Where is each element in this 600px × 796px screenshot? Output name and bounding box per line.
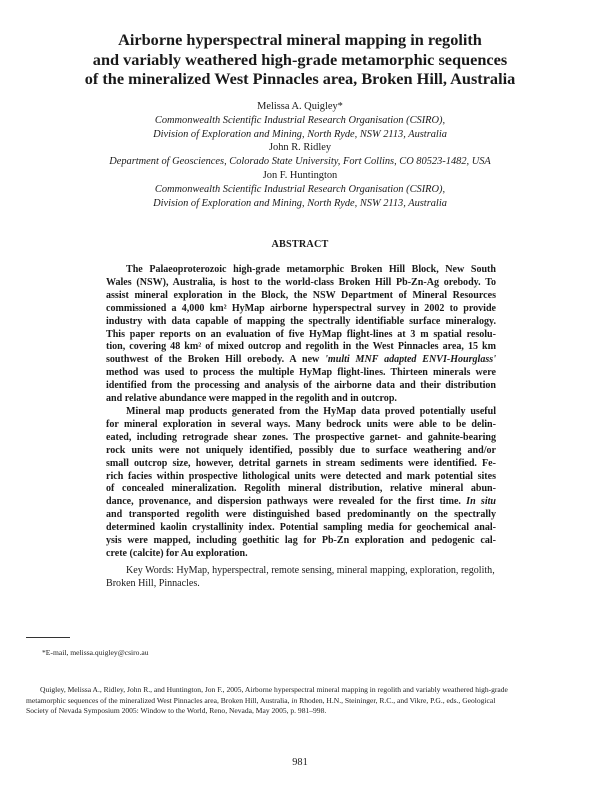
abstract-line xyxy=(106,496,496,509)
abstract-line: for mineral exploration in several ways. Many bedrock units were able to be delin- xyxy=(106,418,496,430)
abstract-line: commissioned a 4,000 km² HyMap airborne hyperspectral survey in 2002 to provide xyxy=(106,302,496,314)
abstract-line: assist mineral exploration in the Block, the NSW Department of Mineral Resources xyxy=(106,289,496,301)
abstract-line: Mineral map products generated from the HyMap data proved potentially useful xyxy=(126,405,496,417)
abstract-line: of concealed mineralization. Regolith mineral distribution, relative mineral abun- xyxy=(106,483,496,495)
author-affiliation: Division of Exploration and Mining, North Ryde, NSW 2113, Australia xyxy=(153,128,447,140)
abstract-line: identified from the processing and analysis of the airborne data and their distribution xyxy=(106,380,496,392)
abstract-line: Wales (NSW), Australia, is host to the world-class Broken Hill Pb-Zn-Ag orebody. To xyxy=(106,276,496,288)
abstract-line: industry with data capable of mapping the spectrally identifiable surface mineralogy. xyxy=(106,315,496,327)
abstract-line: ysis were mapped, including goethitic lag for Pb-Zn exploration and pedogenic cal- xyxy=(106,535,496,547)
abstract-line: This paper reports on an evaluation of five HyMap flight-lines at 3 m spatial resolu- xyxy=(106,328,496,340)
author-name: Melissa A. Quigley* xyxy=(257,101,343,112)
abstract-line: rock units were not uniquely identified, possibly due to surface weathering and/or xyxy=(106,444,496,456)
method-name: 'multi MNF adapted ENVI-Hourglass' xyxy=(325,354,496,366)
abstract-line: rich facies within prospective lithological units were detected and mark potential sites xyxy=(106,470,496,482)
title-line: Airborne hyperspectral mineral mapping in regolith xyxy=(118,30,482,49)
author-affiliation: Commonwealth Scientific Industrial Research Organisation (CSIRO), xyxy=(154,183,446,195)
abstract-paragraph xyxy=(106,264,496,406)
citation xyxy=(26,685,574,717)
keywords-text: HyMap, hyperspectral, remote sensing, mineral mapping, exploration, regolith, xyxy=(173,565,495,576)
citation-text: Rhoden, H.N., Steininger, R.C., and Vikre, P.G., eds., Geological xyxy=(297,695,496,705)
citation-italic: in xyxy=(291,695,298,705)
abstract-text: southwest of the Broken Hill orebody. A new xyxy=(106,354,326,366)
title-line: of the mineralized West Pinnacles area, Broken Hill, Australia xyxy=(84,69,516,88)
author-affiliation: Division of Exploration and Mining, North Ryde, NSW 2113, Australia xyxy=(153,197,447,209)
abstract-line: crete (calcite) for Au exploration. xyxy=(106,547,248,559)
abstract-line: small outcrop size, however, detrital garnets in stream sediments were identified. Fe- xyxy=(106,457,496,469)
abstract-paragraph xyxy=(106,406,496,561)
abstract-line: tion, covering 48 km² of mixed outcrop and regolith in the West Pinnacles area, 15 km xyxy=(106,341,496,353)
abstract-line: The Palaeoproterozoic high-grade metamorphic Broken Hill Block, New South xyxy=(126,264,496,275)
page-number: 981 xyxy=(292,757,308,768)
author-name: John R. Ridley xyxy=(268,142,332,154)
citation-line: Quigley, Melissa A., Ridley, John R., and Huntington, Jon F., 2005, Airborne hyperspectral mineral mapping in regolith and variably weathered high-grade xyxy=(40,685,508,694)
footnote-divider xyxy=(26,637,70,638)
author-affiliation: Commonwealth Scientific Industrial Research Organisation (CSIRO), xyxy=(154,114,446,126)
footnote-email: *E-mail, melissa.quigley@csiro.au xyxy=(42,648,149,657)
in-situ-term: In situ xyxy=(466,496,496,508)
keywords-line: Broken Hill, Pinnacles. xyxy=(106,578,200,589)
abstract-line xyxy=(106,354,496,367)
keywords-label: Key Words: xyxy=(126,565,174,576)
author-block xyxy=(0,100,600,210)
abstract-line: and relative abundance were mapped in the regolith and in outcrop. xyxy=(106,393,397,405)
abstract-line: method was used to process the multiple HyMap flight-lines. Thirteen minerals were xyxy=(106,367,496,379)
keywords-line xyxy=(106,564,496,577)
abstract-heading: ABSTRACT xyxy=(271,239,329,250)
abstract-line: eated, including retrograde shear zones. The prospective garnet- and gahnite-bearing xyxy=(106,431,496,443)
abstract-body xyxy=(106,264,496,561)
abstract-text: dance, provenance, and dispersion pathways were revealed for the first time. xyxy=(106,496,467,508)
citation-text: metamorphic sequences of the mineralized West Pinnacles area, Broken Hill, Australia, xyxy=(26,695,292,705)
citation-line: Society of Nevada Symposium 2005: Window to the World, Reno, Nevada, May 2005, p. 981–998. xyxy=(26,706,327,716)
abstract-line: and transported regolith were distinguished based predominantly on the spectrally xyxy=(106,509,496,521)
title-line: and variably weathered high-grade metamorphic sequences xyxy=(92,49,508,69)
abstract-line: determined kaolin crystallinity index. Potential sampling media for geochemical anal- xyxy=(106,522,496,534)
author-name: Jon F. Huntington xyxy=(262,169,338,181)
citation-line xyxy=(26,696,574,707)
paper-title xyxy=(0,30,600,89)
author-affiliation: Department of Geosciences, Colorado State University, Fort Collins, CO 80523-1482, USA xyxy=(109,156,491,168)
keywords xyxy=(106,564,496,590)
